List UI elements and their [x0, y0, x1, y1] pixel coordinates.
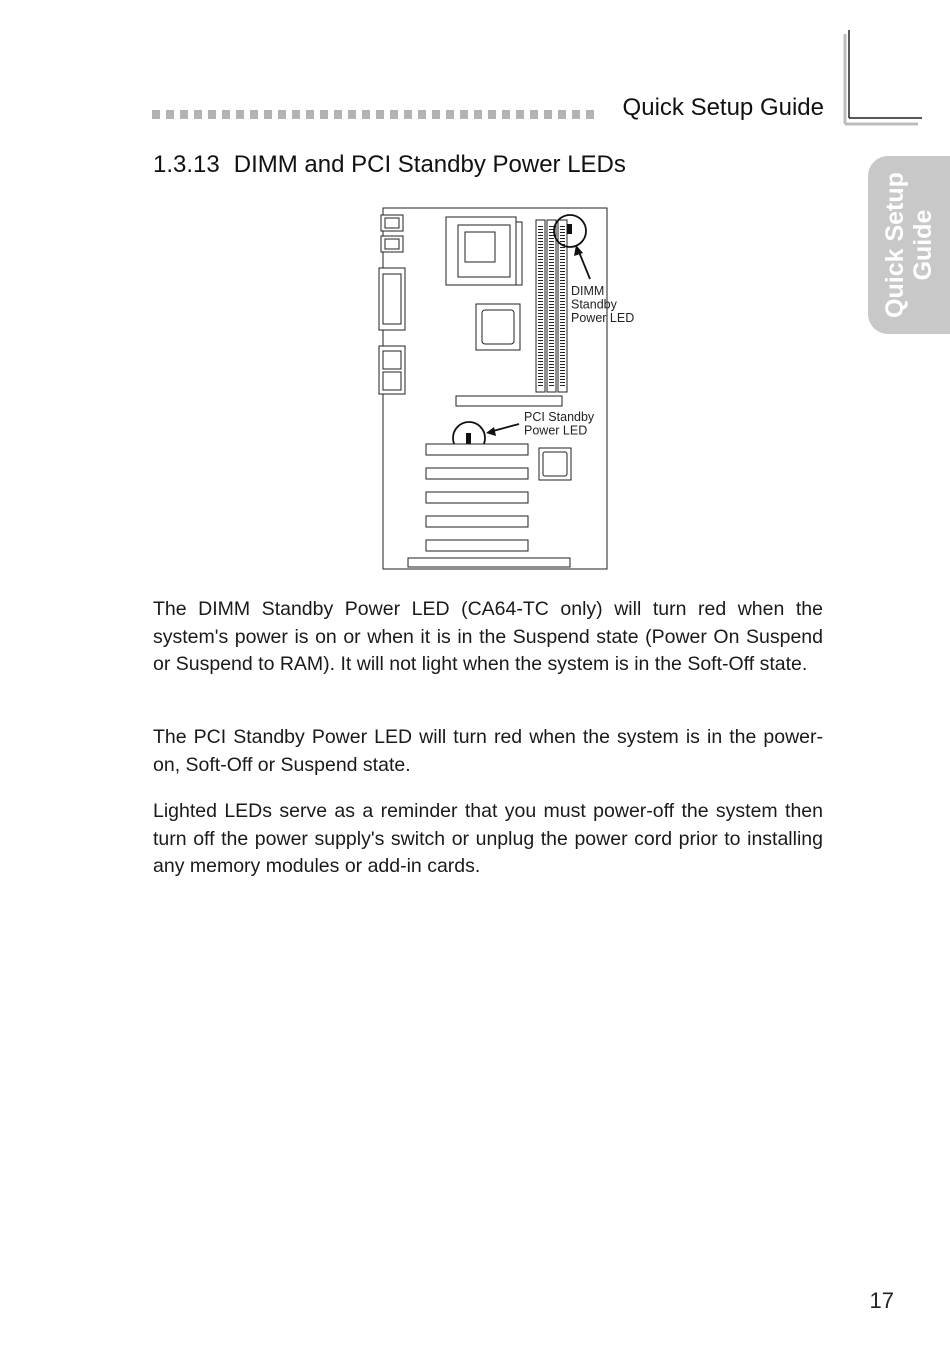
- running-head: Quick Setup Guide: [622, 94, 824, 121]
- header-dots: [152, 110, 596, 119]
- pci-slot: [426, 468, 528, 479]
- pci-slot: [426, 516, 528, 527]
- pci-slot: [426, 540, 528, 551]
- cpu-lever: [516, 222, 522, 285]
- paragraph-dimm-led: The DIMM Standby Power LED (CA64-TC only) will turn red when the system's power is on or when it is in the Suspend state (Power On Suspend or Suspend to RAM). It will not light when the system is in the Soft-Off state.: [153, 598, 823, 675]
- motherboard-diagram: [376, 202, 646, 576]
- pci-led-label: PCI Standby Power LED: [524, 410, 595, 438]
- section-title: [153, 148, 833, 182]
- agp-slot: [456, 396, 562, 406]
- cpu-socket: [446, 217, 516, 285]
- io-connector: [381, 236, 403, 252]
- side-tab-label: Quick Setup Guide: [881, 172, 937, 318]
- section-heading: DIMM and PCI Standby Power LEDs: [233, 151, 626, 178]
- dimm-slot: [536, 220, 545, 392]
- io-connector: [381, 215, 403, 231]
- paragraph-pci-led: The PCI Standby Power LED will turn red when the system is in the power-on, Soft-Off or Suspend state.: [153, 726, 823, 776]
- paragraph-reminder: Lighted LEDs serve as a reminder that you must power-off the system then turn off the power supply's switch or unplug the power cord prior to installing any memory modules or add-in cards.: [153, 800, 823, 877]
- side-tab: [868, 156, 950, 334]
- section-number: 1.3.13: [153, 151, 220, 178]
- dimm-led-label: DIMM Standby Power LED: [571, 284, 635, 325]
- pci-led-arrowhead: [486, 427, 496, 436]
- pci-standby-led: [466, 433, 471, 444]
- pci-led-arrow: [493, 424, 519, 431]
- corner-mark: [842, 30, 922, 130]
- pci-slot: [426, 492, 528, 503]
- page-number: 17: [869, 1288, 894, 1313]
- dimm-led-arrow: [579, 252, 590, 279]
- pci-slot: [426, 444, 528, 455]
- dimm-slot: [547, 220, 556, 392]
- dimm-standby-led: [567, 224, 572, 234]
- isa-slot: [408, 558, 570, 567]
